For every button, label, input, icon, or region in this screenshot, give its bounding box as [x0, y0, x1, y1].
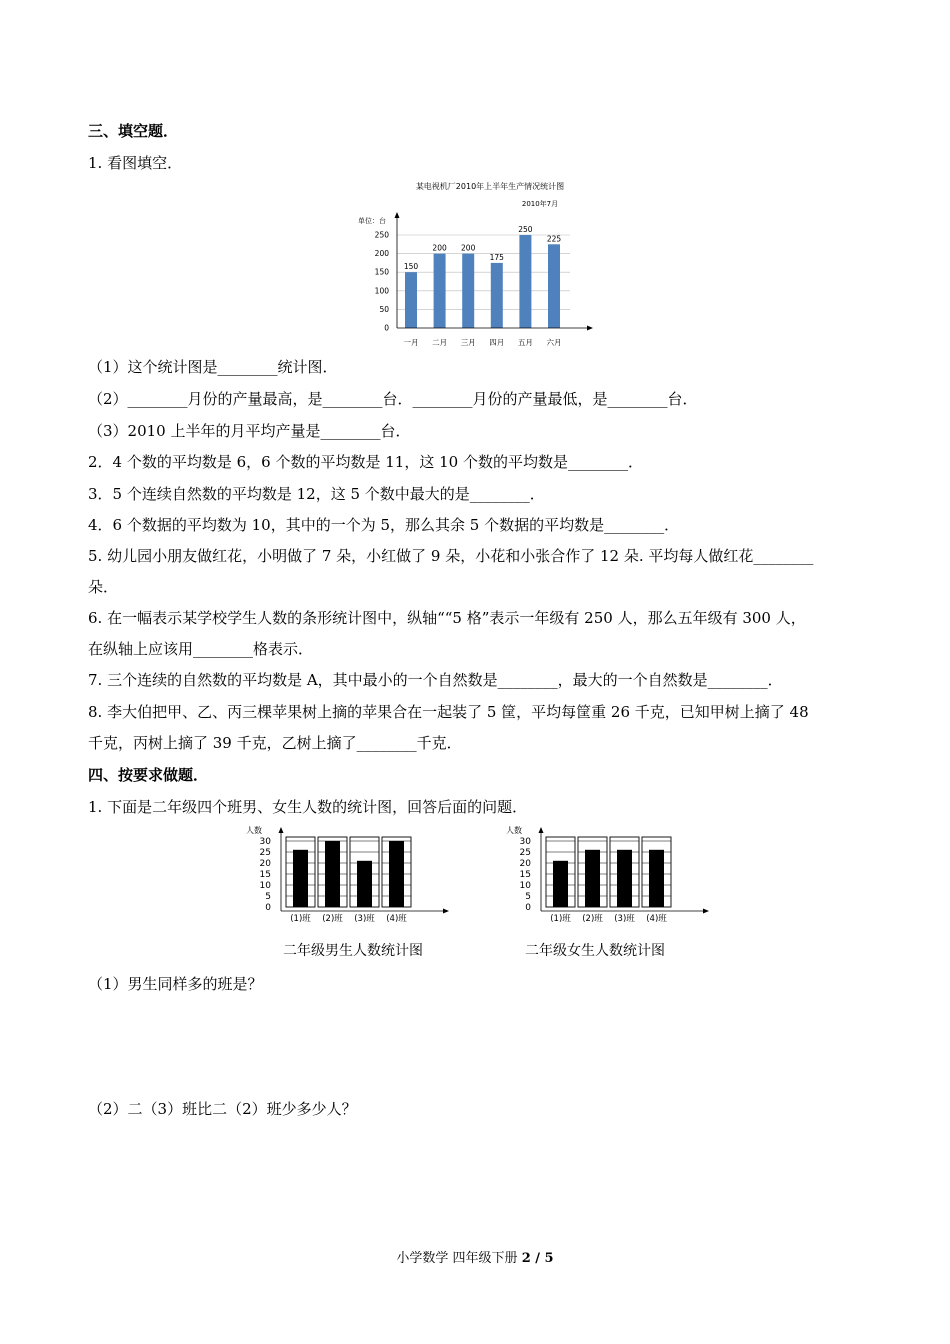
chart-title: 二年级男生人数统计图: [283, 943, 423, 959]
question-8-line-2: 千克，丙树上摘了 39 千克，乙树上摘了________千克．: [88, 734, 462, 752]
category-label: (2)班: [582, 914, 603, 924]
data-label: 200: [432, 243, 447, 253]
question-1-sub-3: （3）2010 上半年的月平均产量是________台．: [88, 422, 411, 440]
data-label: 200: [461, 243, 476, 253]
y-axis-label: 人数: [246, 826, 262, 835]
bar-(3)班: [617, 850, 632, 907]
bar-二月: [434, 254, 446, 328]
question-3: 3．5 个连续自然数的平均数是 12，这 5 个数中最大的是________．: [88, 485, 545, 503]
question-1-stem: 1. 看图填空．: [88, 154, 183, 172]
y-axis-arrow: [395, 212, 400, 218]
y-tick-label: 25: [259, 848, 271, 858]
y-tick-label: 5: [525, 892, 531, 902]
question-4: 4．6 个数据的平均数为 10，其中的一个为 5，那么其余 5 个数据的平均数是________．: [88, 516, 680, 534]
category-label: 四月: [489, 338, 505, 347]
bar-六月: [548, 244, 560, 328]
bar-一月: [405, 272, 417, 328]
y-tick-label: 30: [519, 837, 531, 847]
question-2: 2．4 个数的平均数是 6，6 个数的平均数是 11，这 10 个数的平均数是________．: [88, 453, 643, 471]
bar-(3)班: [357, 861, 372, 907]
category-label: (4)班: [646, 914, 667, 924]
data-label: 225: [546, 234, 562, 244]
bar-(4)班: [389, 841, 404, 907]
y-tick-label: 250: [374, 230, 389, 240]
data-label: 150: [403, 262, 419, 272]
y-tick-label: 50: [379, 304, 389, 314]
y-tick-label: 30: [259, 837, 271, 847]
y-tick-label: 15: [259, 870, 271, 880]
question-1-sub-1: （1）这个统计图是________统计图．: [88, 358, 338, 376]
category-label: (1)班: [550, 914, 571, 924]
section-3-title: 三、填空题．: [88, 122, 179, 140]
data-label: 175: [489, 252, 504, 262]
chart-date: 2010年7月: [521, 200, 559, 208]
category-label: 六月: [546, 338, 562, 347]
question-6-line-1: 6. 在一幅表示某学校学生人数的条形统计图中，纵轴““5 格”表示一年级有 250 人，那么五年级有 300 人，: [88, 609, 806, 627]
footer-text: 小学数学 四年级下册: [396, 1251, 522, 1266]
y-tick-label: 150: [374, 267, 389, 277]
y-axis-label: 人数: [506, 826, 522, 835]
y-tick-label: 10: [259, 881, 271, 891]
y-tick-label: 0: [525, 903, 531, 913]
question-5-line-2: 朵．: [88, 578, 119, 596]
category-label: 二月: [432, 338, 448, 347]
section-4-question-1-sub-1: （1）男生同样多的班是？: [88, 975, 263, 993]
bar-三月: [462, 254, 474, 328]
category-label: (1)班: [290, 914, 311, 924]
question-6-line-2: 在纵轴上应该用________格表示．: [88, 640, 314, 658]
section-4-title: 四、按要求做题．: [88, 766, 209, 784]
boys-count-chart: [243, 823, 473, 963]
category-label: 一月: [403, 338, 419, 347]
question-5-line-1: 5. 幼儿园小朋友做红花，小明做了 7 朵，小红做了 9 朵，小花和小张合作了 12 朵. 平均每人做红花________: [88, 547, 814, 565]
y-tick-label: 20: [259, 859, 271, 869]
y-tick-label: 5: [265, 892, 271, 902]
chart-title: 二年级女生人数统计图: [525, 943, 665, 959]
category-label: 五月: [517, 338, 533, 347]
question-1-sub-2: （2）________月份的产量最高，是________台．________月份的产量最低，是________台．: [88, 390, 698, 408]
section-4-question-1-sub-2: （2）二（3）班比二（2）班少多少人？: [88, 1100, 357, 1118]
bar-(2)班: [325, 841, 340, 907]
page-number: 2 / 5: [521, 1251, 554, 1266]
question-7: 7. 三个连续的自然数的平均数是 A，其中最小的一个自然数是________，最大的一个自然数是________．: [88, 671, 783, 689]
category-label: (3)班: [614, 914, 635, 924]
y-tick-label: 0: [384, 323, 389, 333]
y-tick-label: 20: [519, 859, 531, 869]
category-label: (3)班: [354, 914, 375, 924]
tv-production-chart: [355, 178, 595, 350]
bar-五月: [519, 235, 531, 328]
y-axis-arrow: [539, 827, 544, 833]
y-tick-label: 100: [374, 286, 389, 296]
bar-(4)班: [649, 850, 664, 907]
bar-(1)班: [293, 850, 308, 907]
y-tick-label: 0: [265, 903, 271, 913]
y-axis-arrow: [279, 827, 284, 833]
girls-count-chart: [503, 823, 718, 963]
category-label: (4)班: [386, 914, 407, 924]
y-tick-label: 200: [374, 249, 389, 259]
chart-title: 某电视机厂2010年上半年生产情况统计图: [415, 182, 565, 191]
bar-(2)班: [585, 850, 600, 907]
section-4-question-1-stem: 1. 下面是二年级四个班男、女生人数的统计图，回答后面的问题．: [88, 798, 528, 816]
page-footer: [0, 1247, 950, 1266]
bar-(1)班: [553, 861, 568, 907]
y-tick-label: 25: [519, 848, 531, 858]
question-8-line-1: 8. 李大伯把甲、乙、丙三棵苹果树上摘的苹果合在一起装了 5 筐，平均每筐重 26 千克，已知甲树上摘了 48: [88, 703, 809, 721]
y-tick-label: 15: [519, 870, 531, 880]
data-label: 250: [518, 225, 533, 234]
category-label: 三月: [460, 338, 476, 347]
x-axis-arrow: [587, 326, 593, 331]
x-axis-arrow: [703, 909, 709, 914]
bar-四月: [491, 263, 503, 328]
x-axis-arrow: [443, 909, 449, 914]
category-label: (2)班: [322, 914, 343, 924]
y-axis-label: 单位：台: [358, 217, 386, 225]
y-tick-label: 10: [519, 881, 531, 891]
